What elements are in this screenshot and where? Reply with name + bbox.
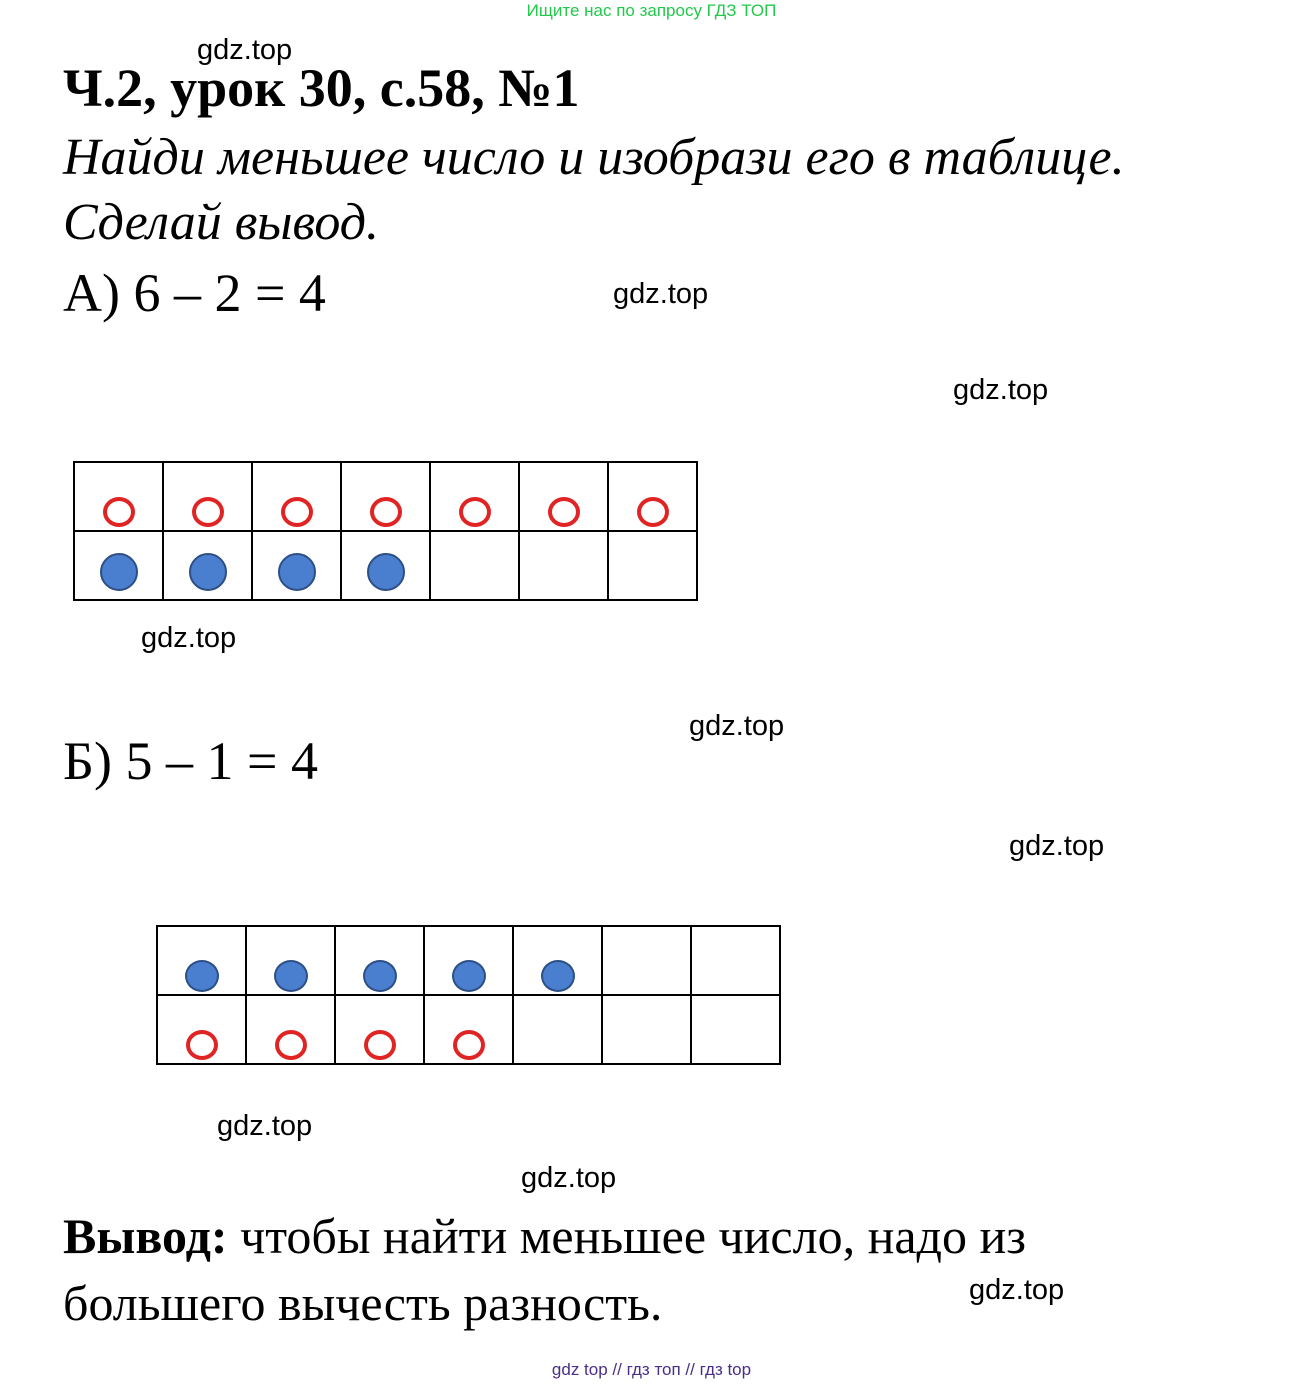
conclusion-line-2: большего вычесть разность. [63, 1275, 663, 1331]
table-cell [341, 531, 430, 600]
table-cell [246, 995, 335, 1064]
task-text-line-1: Найди меньшее число и изобрази его в таблице. [63, 129, 1125, 186]
table-cell [157, 995, 246, 1064]
table-cell [608, 531, 697, 600]
table-cell [519, 531, 608, 600]
table-cell [163, 531, 252, 600]
table-cell [252, 531, 341, 600]
table-cell [513, 926, 602, 995]
table-b-row-2 [157, 995, 780, 1064]
empty-circle-icon [548, 497, 580, 527]
page-title: Ч.2, урок 30, с.58, №1 [63, 58, 580, 118]
empty-circle-icon [103, 497, 135, 527]
watermark: gdz.top [521, 1162, 617, 1194]
table-cell [608, 462, 697, 531]
filled-circle-icon [100, 553, 138, 591]
watermark: gdz.top [197, 34, 293, 66]
table-cell [519, 462, 608, 531]
conclusion-line-1 [63, 1207, 1026, 1265]
filled-circle-icon [185, 960, 219, 992]
watermark: gdz.top [969, 1274, 1065, 1306]
conclusion-text-1: чтобы найти меньшее число, надо из [227, 1208, 1026, 1264]
empty-circle-icon [370, 497, 402, 527]
equation-b: Б) 5 – 1 = 4 [63, 731, 318, 791]
table-a [73, 461, 698, 601]
filled-circle-icon [541, 960, 575, 992]
empty-circle-icon [281, 497, 313, 527]
table-cell [430, 462, 519, 531]
table-cell [74, 531, 163, 600]
table-cell [424, 995, 513, 1064]
empty-circle-icon [186, 1030, 218, 1060]
filled-circle-icon [367, 553, 405, 591]
watermark: gdz.top [613, 278, 709, 310]
table-cell [163, 462, 252, 531]
footer-links: gdz top // гдз топ // гдз top [551, 1360, 752, 1379]
table-a-row-1 [74, 462, 697, 531]
table-cell [602, 995, 691, 1064]
table-cell [335, 995, 424, 1064]
empty-circle-icon [453, 1030, 485, 1060]
table-b-row-1 [157, 926, 780, 995]
table-cell [252, 462, 341, 531]
conclusion-label: Вывод: [63, 1208, 228, 1264]
watermark: gdz.top [217, 1110, 313, 1142]
table-cell [335, 926, 424, 995]
empty-circle-icon [275, 1030, 307, 1060]
table-cell [246, 926, 335, 995]
table-cell [513, 995, 602, 1064]
table-cell [430, 531, 519, 600]
empty-circle-icon [364, 1030, 396, 1060]
filled-circle-icon [274, 960, 308, 992]
table-cell [157, 926, 246, 995]
table-b [156, 925, 781, 1065]
table-cell [74, 462, 163, 531]
table-cell [691, 926, 780, 995]
watermark: gdz.top [953, 374, 1049, 406]
table-cell [341, 462, 430, 531]
filled-circle-icon [189, 553, 227, 591]
empty-circle-icon [637, 497, 669, 527]
top-banner: Ищите нас по запросу ГДЗ ТОП [526, 1, 777, 20]
table-a-row-2 [74, 531, 697, 600]
task-text-line-2: Сделай вывод. [63, 194, 380, 251]
watermark: gdz.top [1009, 830, 1105, 862]
watermark: gdz.top [689, 710, 785, 742]
table-cell [691, 995, 780, 1064]
watermark: gdz.top [141, 622, 237, 654]
filled-circle-icon [452, 960, 486, 992]
empty-circle-icon [459, 497, 491, 527]
table-cell [424, 926, 513, 995]
table-cell [602, 926, 691, 995]
empty-circle-icon [192, 497, 224, 527]
filled-circle-icon [278, 553, 316, 591]
equation-a: А) 6 – 2 = 4 [63, 263, 326, 323]
filled-circle-icon [363, 960, 397, 992]
